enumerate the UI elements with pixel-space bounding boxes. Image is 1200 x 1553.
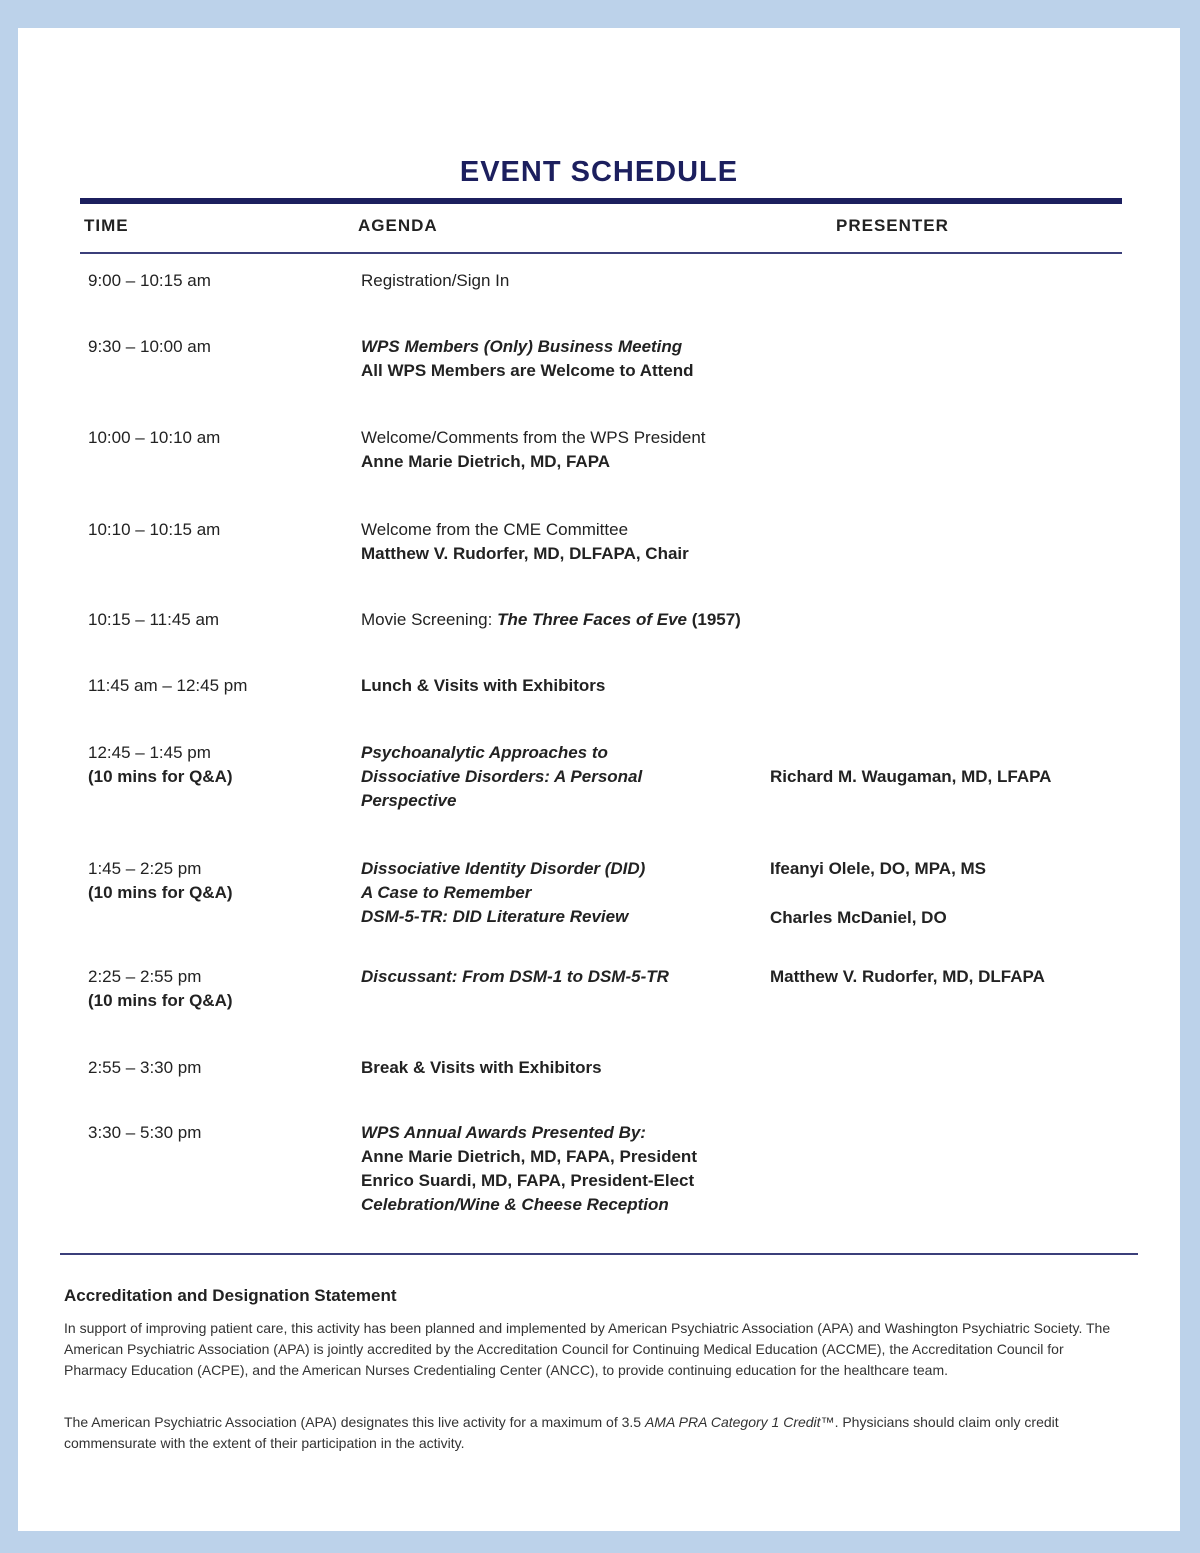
column-header-time: TIME: [84, 216, 129, 235]
presenter-cell-8: Ifeanyi Olele, DO, MPA, MS Charles McDaniel, DO: [770, 859, 987, 927]
film-year: (1957): [686, 610, 741, 629]
agenda-cell-7: Psychoanalytic Approaches to Dissociative Disorders: A Personal Perspective: [361, 743, 643, 810]
column-header-presenter: PRESENTER: [836, 216, 949, 235]
agenda-cell-5: [361, 608, 741, 632]
page-title: EVENT SCHEDULE: [459, 156, 739, 188]
accreditation-title: Accreditation and Designation Statement: [64, 1286, 397, 1305]
agenda-cell-9: Discussant: From DSM-1 to DSM-5-TR: [361, 967, 669, 986]
presenter-cell-7: Richard M. Waugaman, MD, LFAPA: [770, 767, 1052, 786]
agenda-cell-4: Welcome from the CME Committee Matthew V. Rudorfer, MD, DLFAPA, Chair: [361, 520, 689, 563]
agenda-cell-1: Registration/Sign In: [361, 271, 510, 290]
agenda-cell-2: WPS Members (Only) Business Meeting All WPS Members are Welcome to Attend: [361, 337, 694, 380]
agenda-cell-8: Dissociative Identity Disorder (DID) A Case to Remember DSM-5-TR: DID Literature Review: [361, 859, 646, 926]
time-cell-7: 12:45 – 1:45 pm (10 mins for Q&A): [88, 743, 233, 786]
time-cell-9: 2:25 – 2:55 pm (10 mins for Q&A): [88, 967, 233, 1010]
time-cell-8: 1:45 – 2:25 pm (10 mins for Q&A): [88, 859, 233, 902]
accreditation-paragraph-1: In support of improving patient care, this activity has been planned and implemented by American Psychiatric Association (APA) and Washington Psychiatric Society. The American Psychiatric Association (APA) is jointly accredited by the Accreditation Council for Continuing Medical Education (ACCME), the Accreditation Council for Pharmacy Education (ACPE), and the American Nurses Credentialing Center (ANCC), to provide continuing education for the healthcare team.: [64, 1320, 1111, 1378]
document-page: [18, 28, 1180, 1531]
agenda-cell-10: Break & Visits with Exhibitors: [361, 1058, 602, 1077]
time-cell-6: 11:45 am – 12:45 pm: [88, 676, 248, 695]
accreditation-paragraph-2: The American Psychiatric Association (APA) designates this live activity for a maximum of 3.5 AMA PRA Category 1 Credit™. Physicians should claim only credit commensurate with the extent of their participation in the activity.: [64, 1414, 1059, 1451]
time-cell-4: 10:10 – 10:15 am: [88, 520, 221, 539]
time-cell-2: 9:30 – 10:00 am: [88, 337, 211, 356]
footer-rule: [60, 1253, 1138, 1255]
time-cell-1: 9:00 – 10:15 am: [88, 271, 211, 290]
time-cell-5: 10:15 – 11:45 am: [88, 610, 220, 629]
time-cell-3: 10:00 – 10:10 am: [88, 428, 221, 447]
time-cell-10: 2:55 – 3:30 pm: [88, 1058, 202, 1077]
movie-screening-label: Movie Screening:: [361, 610, 498, 629]
time-cell-11: 3:30 – 5:30 pm: [88, 1123, 202, 1142]
film-title: The Three Faces of Eve: [497, 610, 687, 629]
column-header-agenda: AGENDA: [358, 216, 438, 235]
column-header-rule: [80, 252, 1122, 254]
agenda-cell-6: Lunch & Visits with Exhibitors: [361, 676, 606, 695]
agenda-cell-3: Welcome/Comments from the WPS President Anne Marie Dietrich, MD, FAPA: [361, 428, 706, 471]
header-rule: [80, 198, 1122, 204]
agenda-cell-11: WPS Annual Awards Presented By: Anne Marie Dietrich, MD, FAPA, President Enrico Suardi, MD, FAPA, President-Elect Celebration/Wine & Cheese Reception: [361, 1123, 697, 1214]
presenter-cell-9: Matthew V. Rudorfer, MD, DLFAPA: [770, 967, 1045, 986]
credit-designation: AMA PRA Category 1 Credit™: [644, 1414, 835, 1430]
